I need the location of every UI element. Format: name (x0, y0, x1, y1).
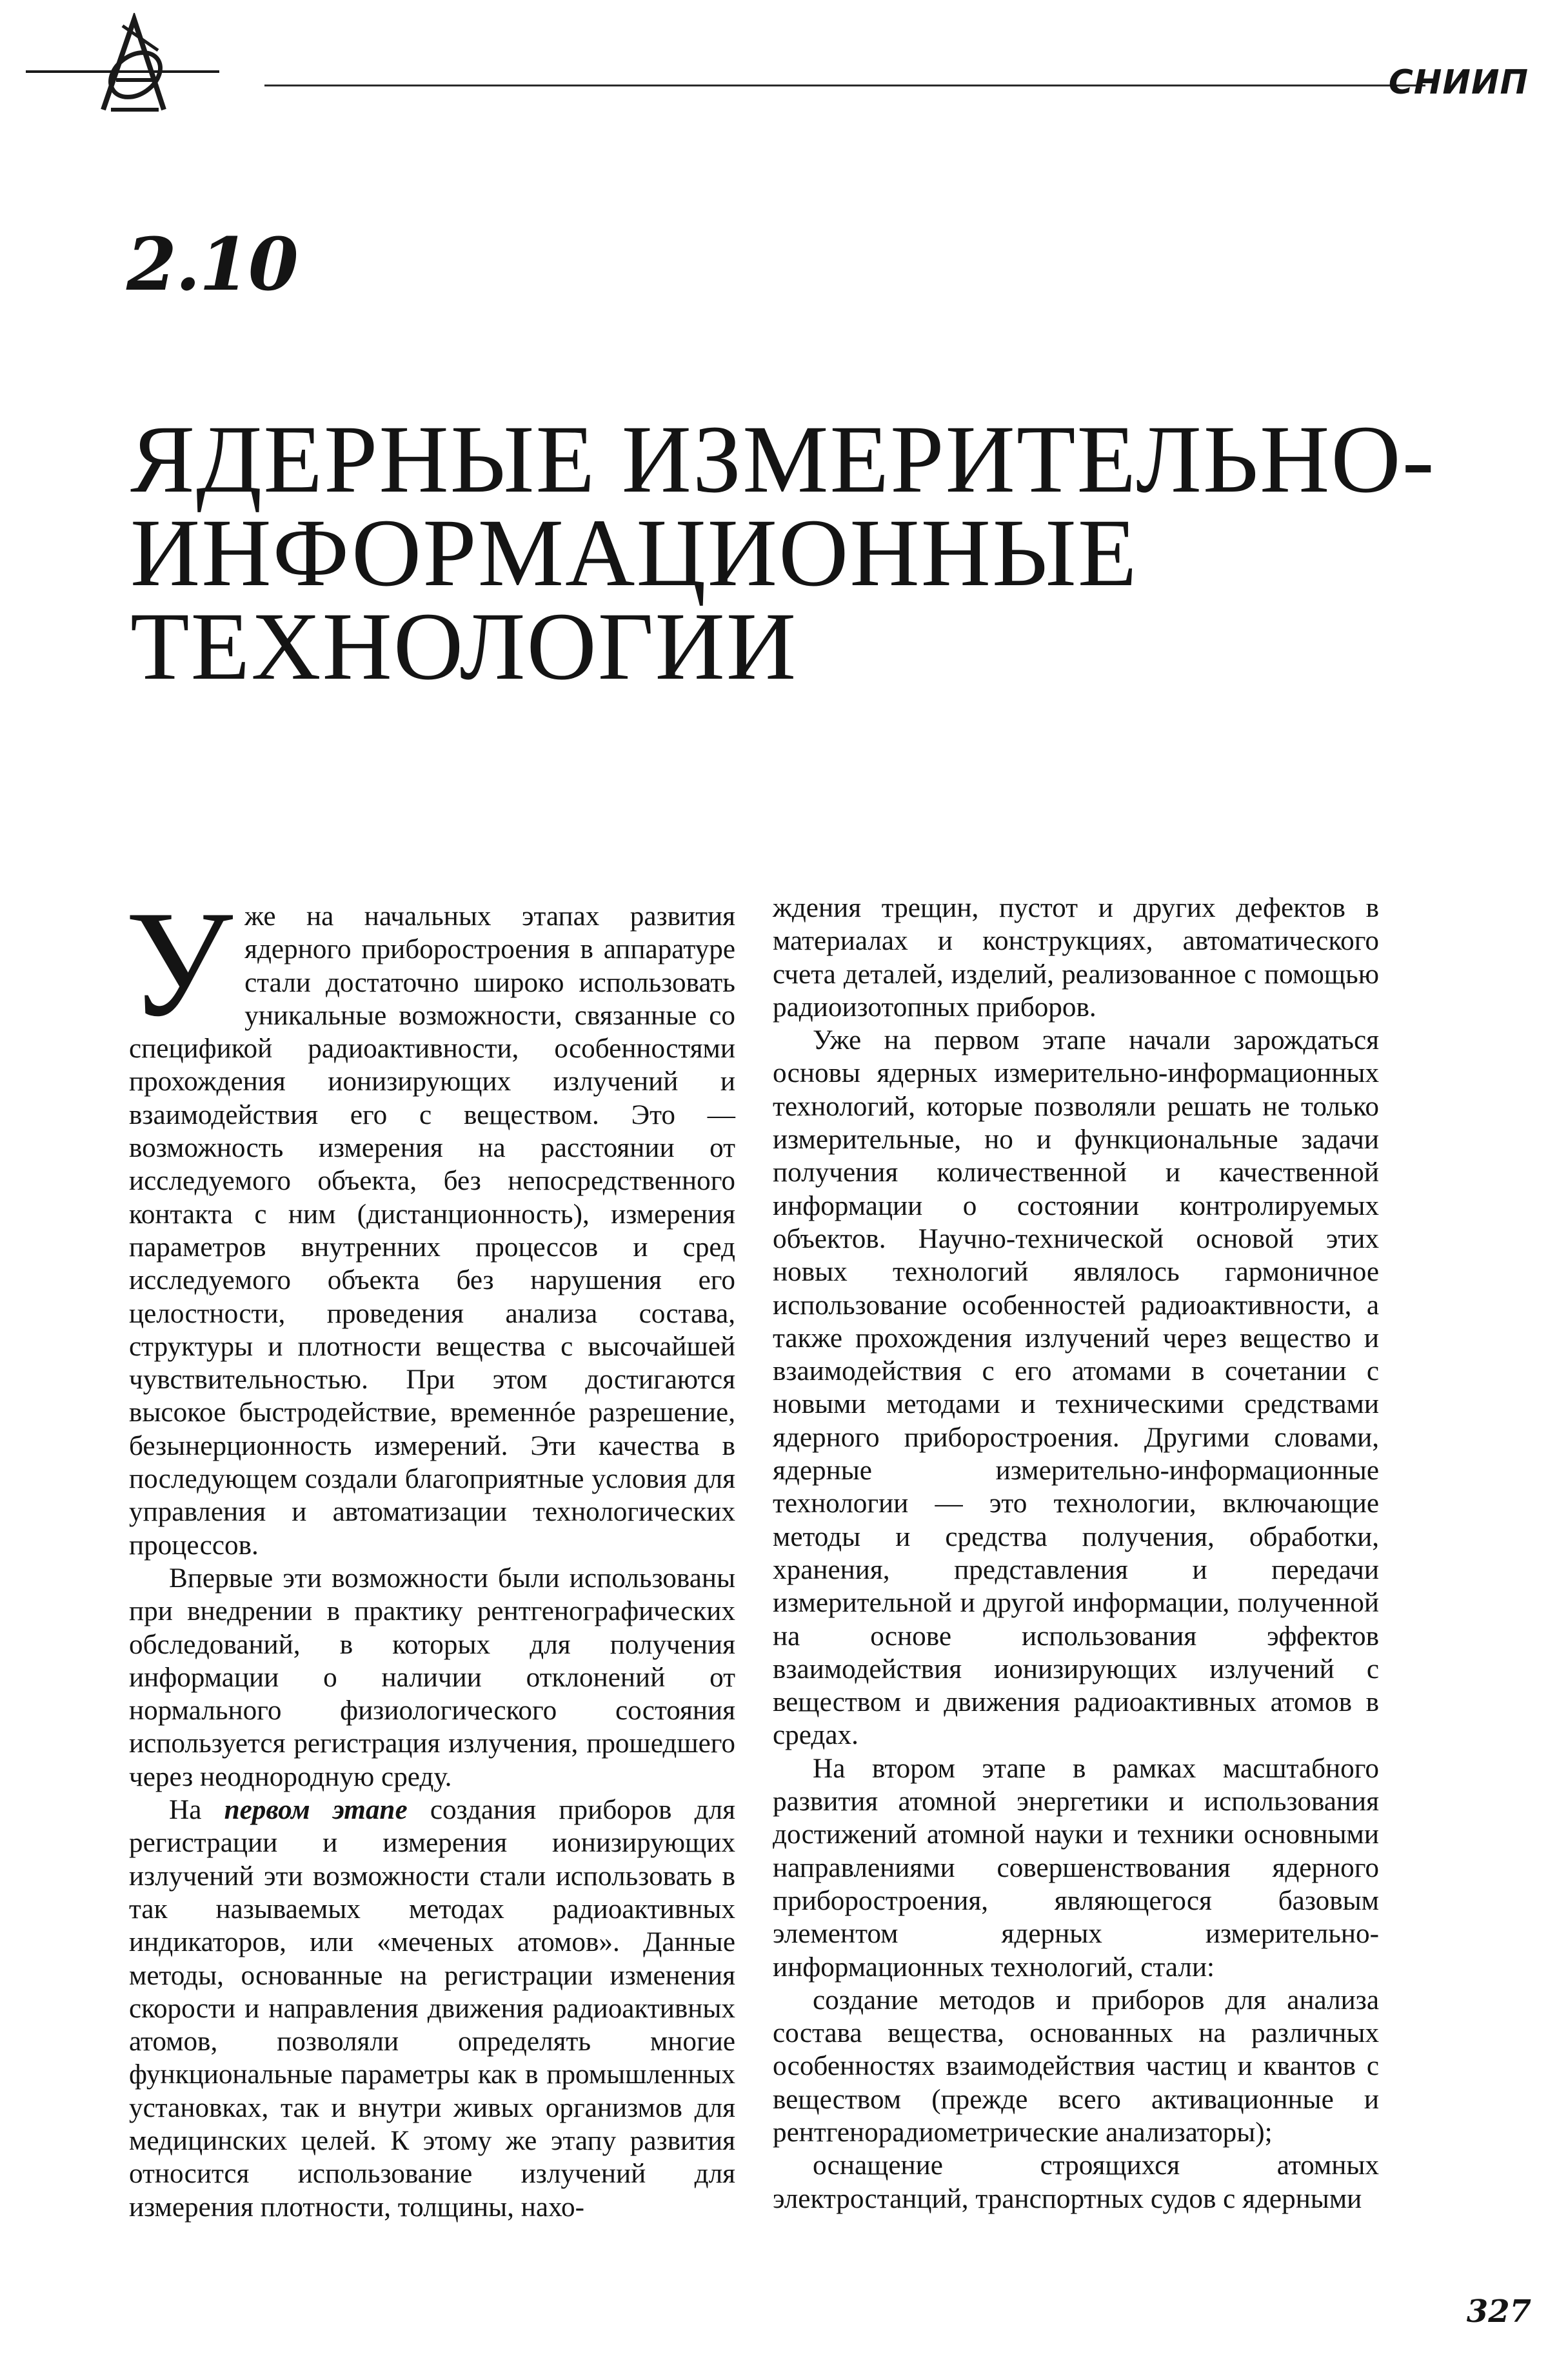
left-column (125, 880, 735, 2224)
paragraph: Впервые эти возможности были использованы при внедрении в практику рентгенографических обследований, в которых для получения информации о наличии отклонений от нормального физиологического состояния используется регистрация излучения, прошедшего через неоднородную среду. (129, 1563, 735, 1792)
page-number: 327 (1466, 2294, 1531, 2330)
list-item: создание методов и приборов для анализа состава вещества, основанных на различных особенностях взаимодействия частиц и квантов с веществом (прежде всего активационные и рентгенорадиометрические анализаторы); (773, 1985, 1379, 2148)
paragraph-text: создания приборов для регистрации и измерения ионизирующих излучений эти возможности стали использовать в так называемых методах радиоактивных индикаторов, или «меченых атомов». Данные методы, основанные на регистрации изменения скорости и направления движения радиоактивных атомов, позволяли определять многие функциональные параметры как в промышленных установках, так и внутри живых организмов для медицинских целей. К этому же этапу развития относится использование излучений для измерения плотности, толщины, нахо- (129, 1795, 735, 2223)
section-number: 2.10 (126, 223, 297, 307)
paragraph (125, 880, 735, 1562)
paragraph: ждения трещин, пустот и других дефектов в материалах и конструкциях, автоматического счета деталей, изделий, реализованное с помощью радиоизотопных приборов. (773, 893, 1379, 1023)
paragraph-text: На (169, 1795, 202, 1826)
page-header (26, 13, 1529, 123)
title-line: ТЕХНОЛОГИИ (130, 593, 798, 700)
emphasis-text: первом этапе (224, 1795, 408, 1826)
drop-cap: У (125, 880, 233, 1048)
paragraph: На втором этапе в рамках масштабного развития атомной энергетики и использования достижений атомной науки и техники основными направлениями совершенствования ядерного приборостроения, являющегося базовым элементом ядерных измерительно-информационных технологий, стали: (773, 1753, 1379, 1983)
section-title (130, 406, 1436, 700)
paragraph (129, 1794, 735, 2224)
title-line: ИНФОРМАЦИОННЫЕ (130, 499, 1138, 606)
running-head: СНИИП (1388, 63, 1529, 102)
header-rule (264, 85, 1425, 86)
paragraph-text: же на начальных этапах развития ядерного приборостроения в аппаратуре стали достаточно широко использовать уникальные возможности, связанные со спецификой радиоактивности, особенностями прохождения ионизирующих излучений и взаимодействия его с веществом. Это — возможность измерения на расстоянии от исследуемого объекта, без непосредственного контакта с ним (дистанционность), измерения параметров внутренних процессов и сред исследуемого объекта без нарушения его целостности, проведения анализа состава, структуры и плотности вещества с высочайшей чувствительностью. При этом достигаются высокое быстродействие, временнóе разрешение, безынерционность измерений. Эти качества в последующем создали благоприятные условия для управления и автоматизации технологических процессов. (129, 901, 735, 1561)
title-line: ЯДЕРНЫЕ ИЗМЕРИТЕЛЬНО- (130, 406, 1436, 513)
list-item: оснащение строящихся атомных электростанций, транспортных судов с ядерными (773, 2150, 1379, 2214)
right-column (773, 892, 1379, 2215)
paragraph: Уже на первом этапе начали зарождаться основы ядерных измерительно-информационных технологий, которые позволяли решать не только измерительные, но и функциональные задачи получения количественной и качественной информации о состоянии контролируемых объектов. Научно-технической основой этих новых технологий являлось гармоничное использование особенностей радиоактивности, а также прохождения излучений через вещество и взаимодействия с его атомами в сочетании с новыми методами и техническими средствами ядерного приборостроения. Другими словами, ядерные измерительно-информационные технологии — это технологии, включающие методы и средства получения, обработки, хранения, представления и передачи измерительной и другой информации, полученной на основе использования эффектов взаимодействия ионизирующих излучений с веществом и движения радиоактивных атомов в средах. (773, 1025, 1379, 1751)
atom-logo-icon (26, 13, 219, 123)
